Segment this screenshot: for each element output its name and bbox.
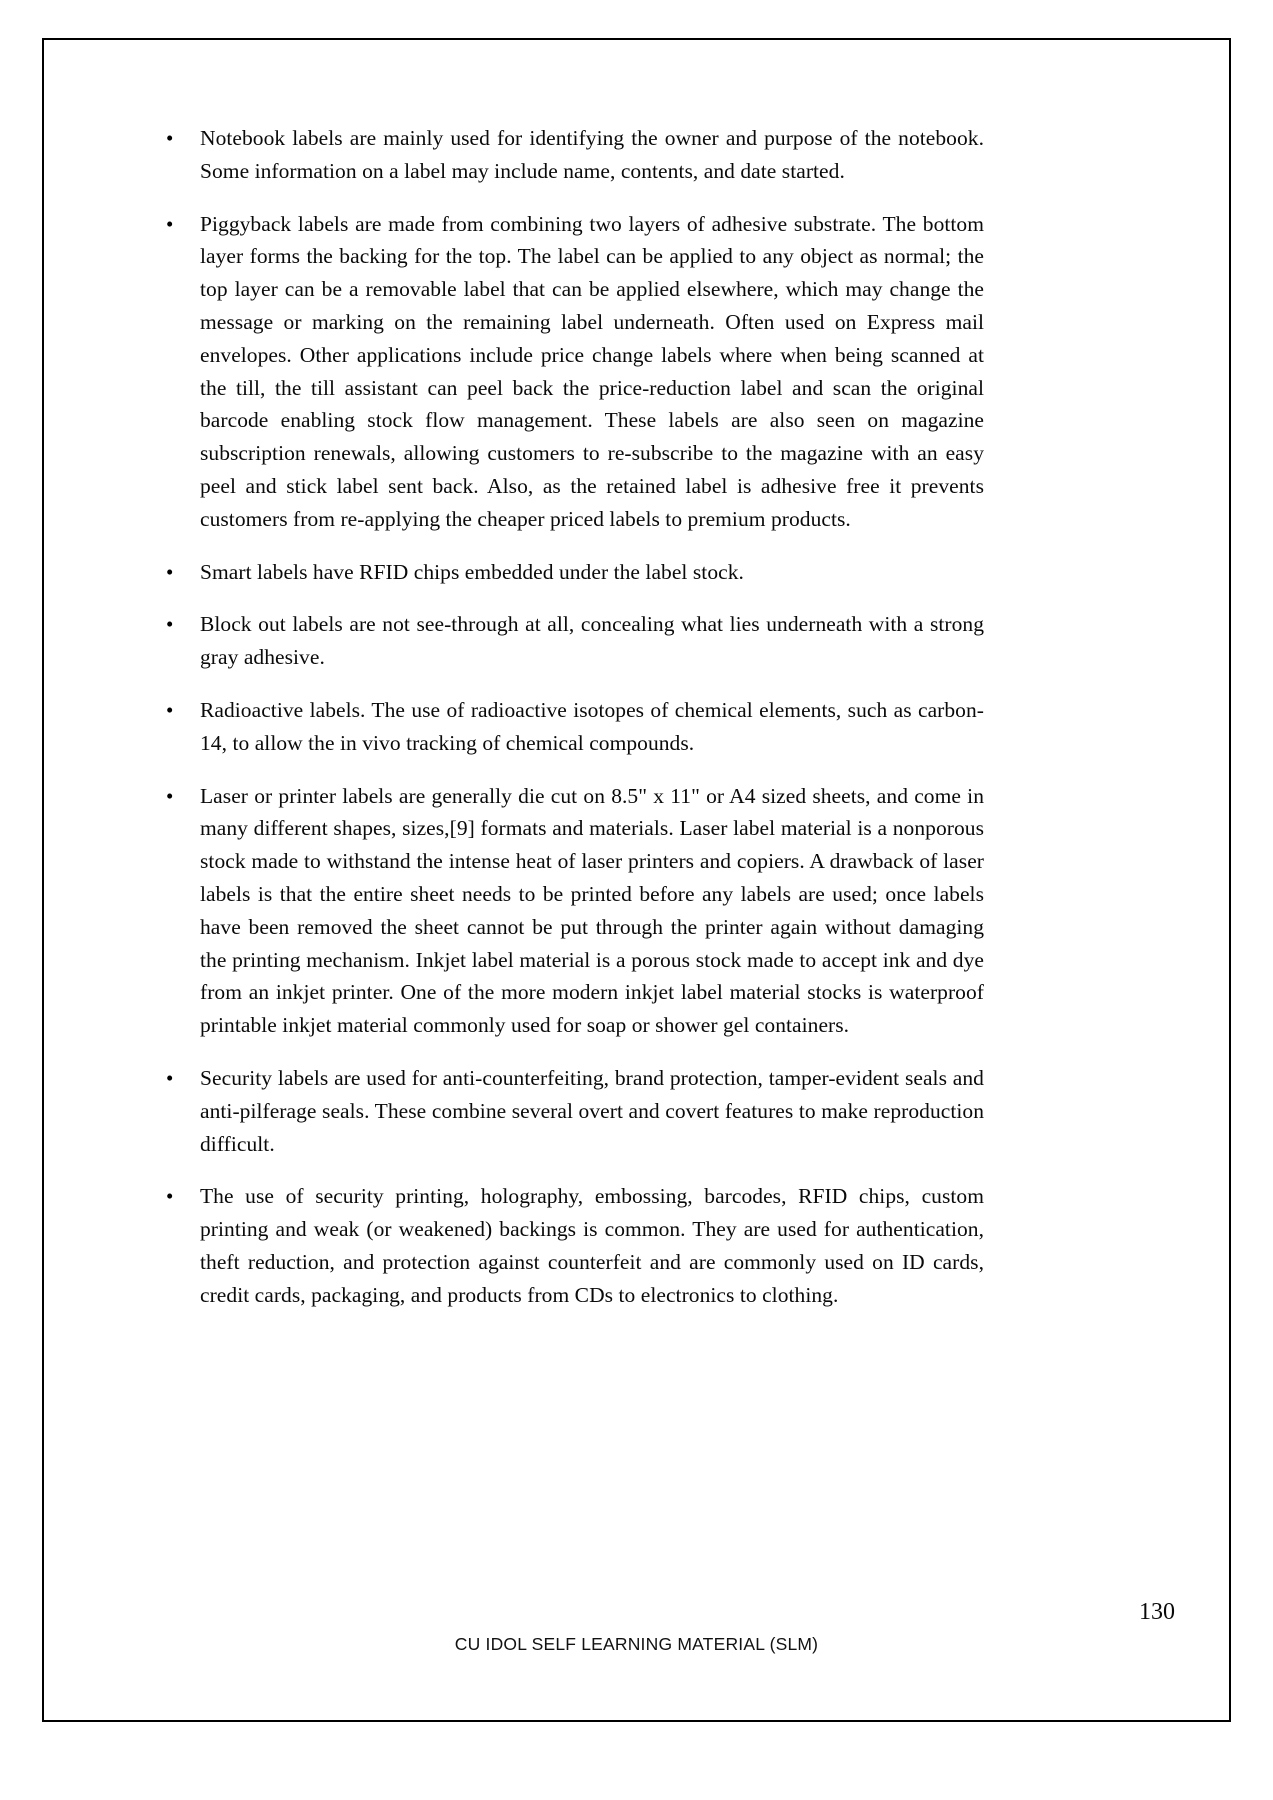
list-item-text: The use of security printing, holography, embossing, barcodes, RFID chips, custom printing and weak (or weakened) backings is common. They are used for authentication, theft reduction, and protection against counterfeit and are commonly used on ID cards, credit cards, packaging, and products from CDs to electronics to clothing. — [200, 1184, 984, 1307]
page-number: 130 — [1139, 1599, 1175, 1625]
bullet-list — [152, 122, 984, 1312]
list-item-text: Radioactive labels. The use of radioactive isotopes of chemical elements, such as carbon-14, to allow the in vivo tracking of chemical compounds. — [200, 697, 984, 755]
bullet-icon: • — [166, 612, 174, 637]
bullet-icon: • — [166, 783, 174, 808]
list-item — [152, 1180, 984, 1311]
list-item — [152, 122, 984, 188]
footer-text: CU IDOL SELF LEARNING MATERIAL (SLM) — [454, 1634, 819, 1654]
page-content — [152, 122, 984, 1312]
list-item-text: Laser or printer labels are generally die cut on 8.5" x 11" or A4 sized sheets, and come in many different shapes, sizes,[9] formats and materials. Laser label material is a nonporous stock made to withstand the intense heat of laser printers and copiers. A drawback of laser labels is that the entire sheet needs to be printed before any labels are used; once labels have been removed the sheet cannot be put through the printer again without damaging the printing mechanism. Inkjet label material is a porous stock made to accept ink and dye from an inkjet printer. One of the more modern inkjet label material stocks is waterproof printable inkjet material commonly used for soap or shower gel containers. — [200, 783, 984, 1038]
bullet-icon: • — [166, 1184, 174, 1209]
bullet-icon: • — [166, 559, 174, 584]
list-item — [152, 1062, 984, 1160]
list-item — [152, 780, 984, 1042]
page-footer — [42, 1599, 1231, 1655]
list-item — [152, 608, 984, 674]
bullet-icon: • — [166, 126, 174, 150]
list-item — [152, 694, 984, 760]
bullet-icon: • — [166, 697, 174, 722]
list-item-text: Block out labels are not see-through at all, concealing what lies underneath with a strong gray adhesive. — [200, 612, 984, 670]
bullet-icon: • — [166, 211, 174, 236]
list-item-text: Notebook labels are mainly used for identifying the owner and purpose of the notebook. Some information on a label may include name, contents, and date started. — [200, 126, 984, 183]
list-item-text: Security labels are used for anti-counterfeiting, brand protection, tamper-evident seals and anti-pilferage seals. These combine several overt and covert features to make reproduction difficult. — [200, 1065, 984, 1156]
list-item — [152, 208, 984, 536]
list-item-text: Piggyback labels are made from combining two layers of adhesive substrate. The bottom layer forms the backing for the top. The label can be applied to any object as normal; the top layer can be a removable label that can be applied elsewhere, which may change the message or marking on the remaining label underneath. Often used on Express mail envelopes. Other applications include price change labels where when being scanned at the till, the till assistant can peel back the price-reduction label and scan the original barcode enabling stock flow management. These labels are also seen on magazine subscription renewals, allowing customers to re-subscribe to the magazine with an easy peel and stick label sent back. Also, as the retained label is adhesive free it prevents customers from re-applying the cheaper priced labels to premium products. — [200, 211, 984, 531]
list-item — [152, 556, 984, 589]
bullet-icon: • — [166, 1065, 174, 1090]
list-item-text: Smart labels have RFID chips embedded under the label stock. — [200, 559, 744, 584]
